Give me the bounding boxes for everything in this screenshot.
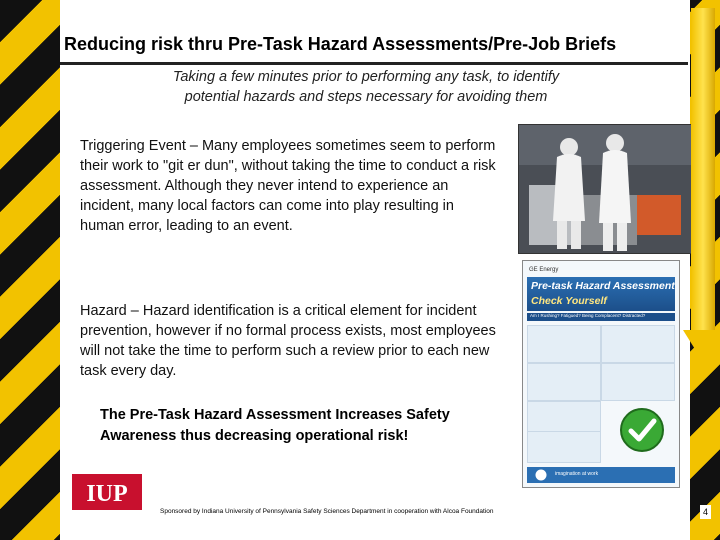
triggering-event-text: – Many employees sometimes seem to perform their work to "git er dun", without taking the time to conduct a risk assessment. Although they never intend to experience an incident, many local factors can come into play resulting in human error, leading to an event. — [80, 138, 496, 234]
doc-cell — [527, 325, 601, 363]
doc-header — [527, 277, 675, 311]
conclusion-text: The Pre-Task Hazard Assessment Increases Safety Awareness thus decreasing operational risk! — [100, 407, 450, 444]
triggering-event-paragraph — [80, 136, 500, 236]
down-arrow-icon — [683, 330, 720, 362]
left-hazard-stripe — [0, 0, 60, 540]
doc-logo: GE Energy — [529, 267, 559, 273]
iup-logo-text: IUP — [86, 481, 128, 507]
doc-cell — [601, 363, 675, 401]
slide-title: Reducing risk thru Pre-Task Hazard Assessments/Pre-Job Briefs — [64, 34, 617, 54]
doc-footer — [527, 467, 675, 483]
down-arrow-shaft — [691, 8, 715, 330]
doc-banner — [527, 313, 675, 321]
slide-subtitle: Taking a few minutes prior to performing any task, to identify potential hazards and steps necessary for avoiding them — [172, 69, 560, 105]
footer-sponsor-text: Sponsored by Indiana University of Pennsylvania Safety Sciences Department in cooperation with Alcoa Foundation — [160, 508, 494, 515]
hazard-text: – Hazard identification is a critical element for incident prevention, however if no formal process exists, most employees will not take the time to perform such a review prior to each new task every day. — [80, 303, 496, 379]
hazard-term: Hazard — [80, 303, 127, 319]
workers-photo — [518, 124, 692, 254]
pre-task-assessment-card — [522, 260, 680, 488]
doc-subtitle: Check Yourself — [531, 295, 607, 307]
slide-content — [60, 0, 690, 540]
doc-footer-text: imagination at work — [555, 471, 599, 477]
doc-banner-text: Am I Rushing? Fatigued? Being Complacent? Distracted? — [530, 313, 646, 318]
iup-logo — [70, 468, 144, 524]
page-number: 4 — [700, 505, 711, 519]
doc-cell — [527, 363, 601, 401]
triggering-event-term: Triggering Event — [80, 138, 186, 154]
title-bar — [60, 10, 688, 65]
checkmark-icon — [619, 407, 665, 453]
ge-logo-icon — [535, 469, 547, 481]
doc-cell — [527, 431, 601, 463]
hazard-paragraph — [80, 301, 500, 381]
doc-title: Pre-task Hazard Assessment — [531, 280, 675, 292]
doc-cell — [601, 325, 675, 363]
